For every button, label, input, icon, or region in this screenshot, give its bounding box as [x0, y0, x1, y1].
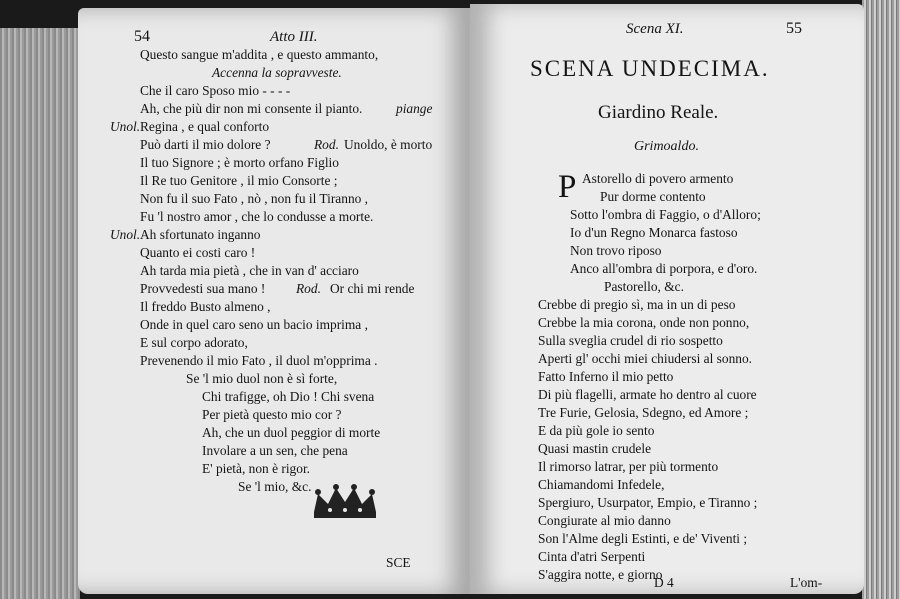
text-line: Che il caro Sposo mio - - - - [140, 83, 291, 98]
text-line: Regina , e qual conforto [140, 119, 270, 134]
aria-line: Chi trafigge, oh Dio ! Chi svena [202, 389, 375, 404]
text-line: Può darti il mio dolore ? [140, 137, 271, 152]
text-line: Crebbe la mia corona, onde non ponno, [538, 315, 750, 330]
text-line: Quanto ei costi caro ! [140, 245, 256, 260]
text-line: Sulla sveglia crudel di rio sospetto [538, 333, 723, 348]
text-line: Crebbe di pregio sì, ma in un di peso [538, 297, 736, 312]
aria-line: Sotto l'ombra di Faggio, o d'Alloro; [570, 207, 761, 222]
speaker-label: Rod. [296, 281, 321, 296]
text-line: E da più gole io sento [538, 423, 655, 438]
book-edge-left [0, 28, 80, 599]
book-edge-right [862, 0, 900, 599]
catchword: L'om- [790, 575, 823, 590]
running-header: Atto III. [270, 29, 318, 45]
text-line: Fu 'l nostro amor , che lo condusse a morte. [140, 209, 374, 224]
signature-mark: D 4 [654, 575, 674, 590]
text-line: Chiamandomi Infedele, [538, 477, 665, 492]
aria-line: Pastorello, &c. [604, 279, 684, 294]
crown-ornament-icon [310, 482, 380, 522]
text-line: Il Re tuo Genitore , il mio Consorte ; [140, 173, 338, 188]
right-page [470, 4, 864, 594]
text-line: Ah sfortunato inganno [140, 227, 261, 242]
text-line: Fatto Inferno il mio petto [538, 369, 674, 384]
speaker-label: Rod. [314, 137, 339, 152]
speaker-label: Unol. [110, 227, 141, 242]
speaker-name: Grimoaldo. [634, 139, 699, 154]
text-line: Onde in quel caro seno un bacio imprima , [140, 317, 368, 332]
aria-line: Pur dorme contento [600, 189, 706, 204]
text-line: Di più flagelli, armate ho dentro al cuore [538, 387, 757, 402]
text-line: Spergiuro, Usurpator, Empio, e Tiranno ; [538, 495, 758, 510]
aria-line: Ah, che un duol peggior di morte [202, 425, 381, 440]
text-line: E sul corpo adorato, [140, 335, 248, 350]
text-line: Quasi mastin crudele [538, 441, 652, 456]
text-line: S'aggira notte, e giorno [538, 567, 663, 582]
aria-line: Anco all'ombra di porpora, e d'oro. [570, 261, 758, 276]
text-line: Congiurate al mio danno [538, 513, 671, 528]
aria-line: Se 'l mio duol non è sì forte, [186, 371, 338, 386]
text-line: Or chi mi rende [330, 281, 415, 296]
text-line: Questo sangue m'addita , e questo ammanto, [140, 47, 379, 62]
text-line: Unoldo, è morto [344, 137, 433, 152]
page-number: 55 [786, 20, 802, 37]
running-header: Scena XI. [626, 21, 684, 37]
text-line: Son l'Alme degli Estinti, e de' Viventi ; [538, 531, 748, 546]
text-line: Tre Furie, Gelosia, Sdegno, ed Amore ; [538, 405, 749, 420]
stage-direction: piange [396, 101, 433, 116]
scene-title: SCENA UNDECIMA. [530, 56, 770, 81]
aria-line: Per pietà questo mio cor ? [202, 407, 342, 422]
text-line: Cinta d'atri Serpenti [538, 549, 646, 564]
text-line: Ah tarda mia pietà , che in van d' acciaro [140, 263, 359, 278]
catchword: SCE [386, 555, 411, 570]
aria-line: Io d'un Regno Monarca fastoso [570, 225, 738, 240]
text-line: Il freddo Busto almeno , [140, 299, 271, 314]
drop-capital: P [558, 169, 577, 205]
text-line: Il rimorso latrar, per più tormento [538, 459, 719, 474]
aria-line: Involare a un sen, che pena [202, 443, 348, 458]
text-line: Provvedesti sua mano ! [140, 281, 266, 296]
aria-line: E' pietà, non è rigor. [202, 461, 311, 476]
left-page [78, 8, 470, 594]
text-line: Non fu il suo Fato , nò , non fu il Tiranno , [140, 191, 369, 206]
stage-direction: Accenna la sopravveste. [212, 65, 342, 80]
text-line: Prevenendo il mio Fato , il duol m'opprima . [140, 353, 378, 368]
text-line: Aperti gl' occhi miei chiudersi al sonno. [538, 351, 753, 366]
speaker-label: Unol. [110, 119, 141, 134]
aria-line: Astorello di povero armento [582, 171, 734, 186]
text-line: Ah, che più dir non mi consente il pianto. [140, 101, 363, 116]
text-line: Il tuo Signore ; è morto orfano Figlio [140, 155, 339, 170]
aria-line: Non trovo riposo [570, 243, 662, 258]
scene-setting: Giardino Reale. [598, 102, 719, 123]
aria-line: Se 'l mio, &c. [238, 479, 312, 494]
page-number: 54 [134, 28, 150, 45]
